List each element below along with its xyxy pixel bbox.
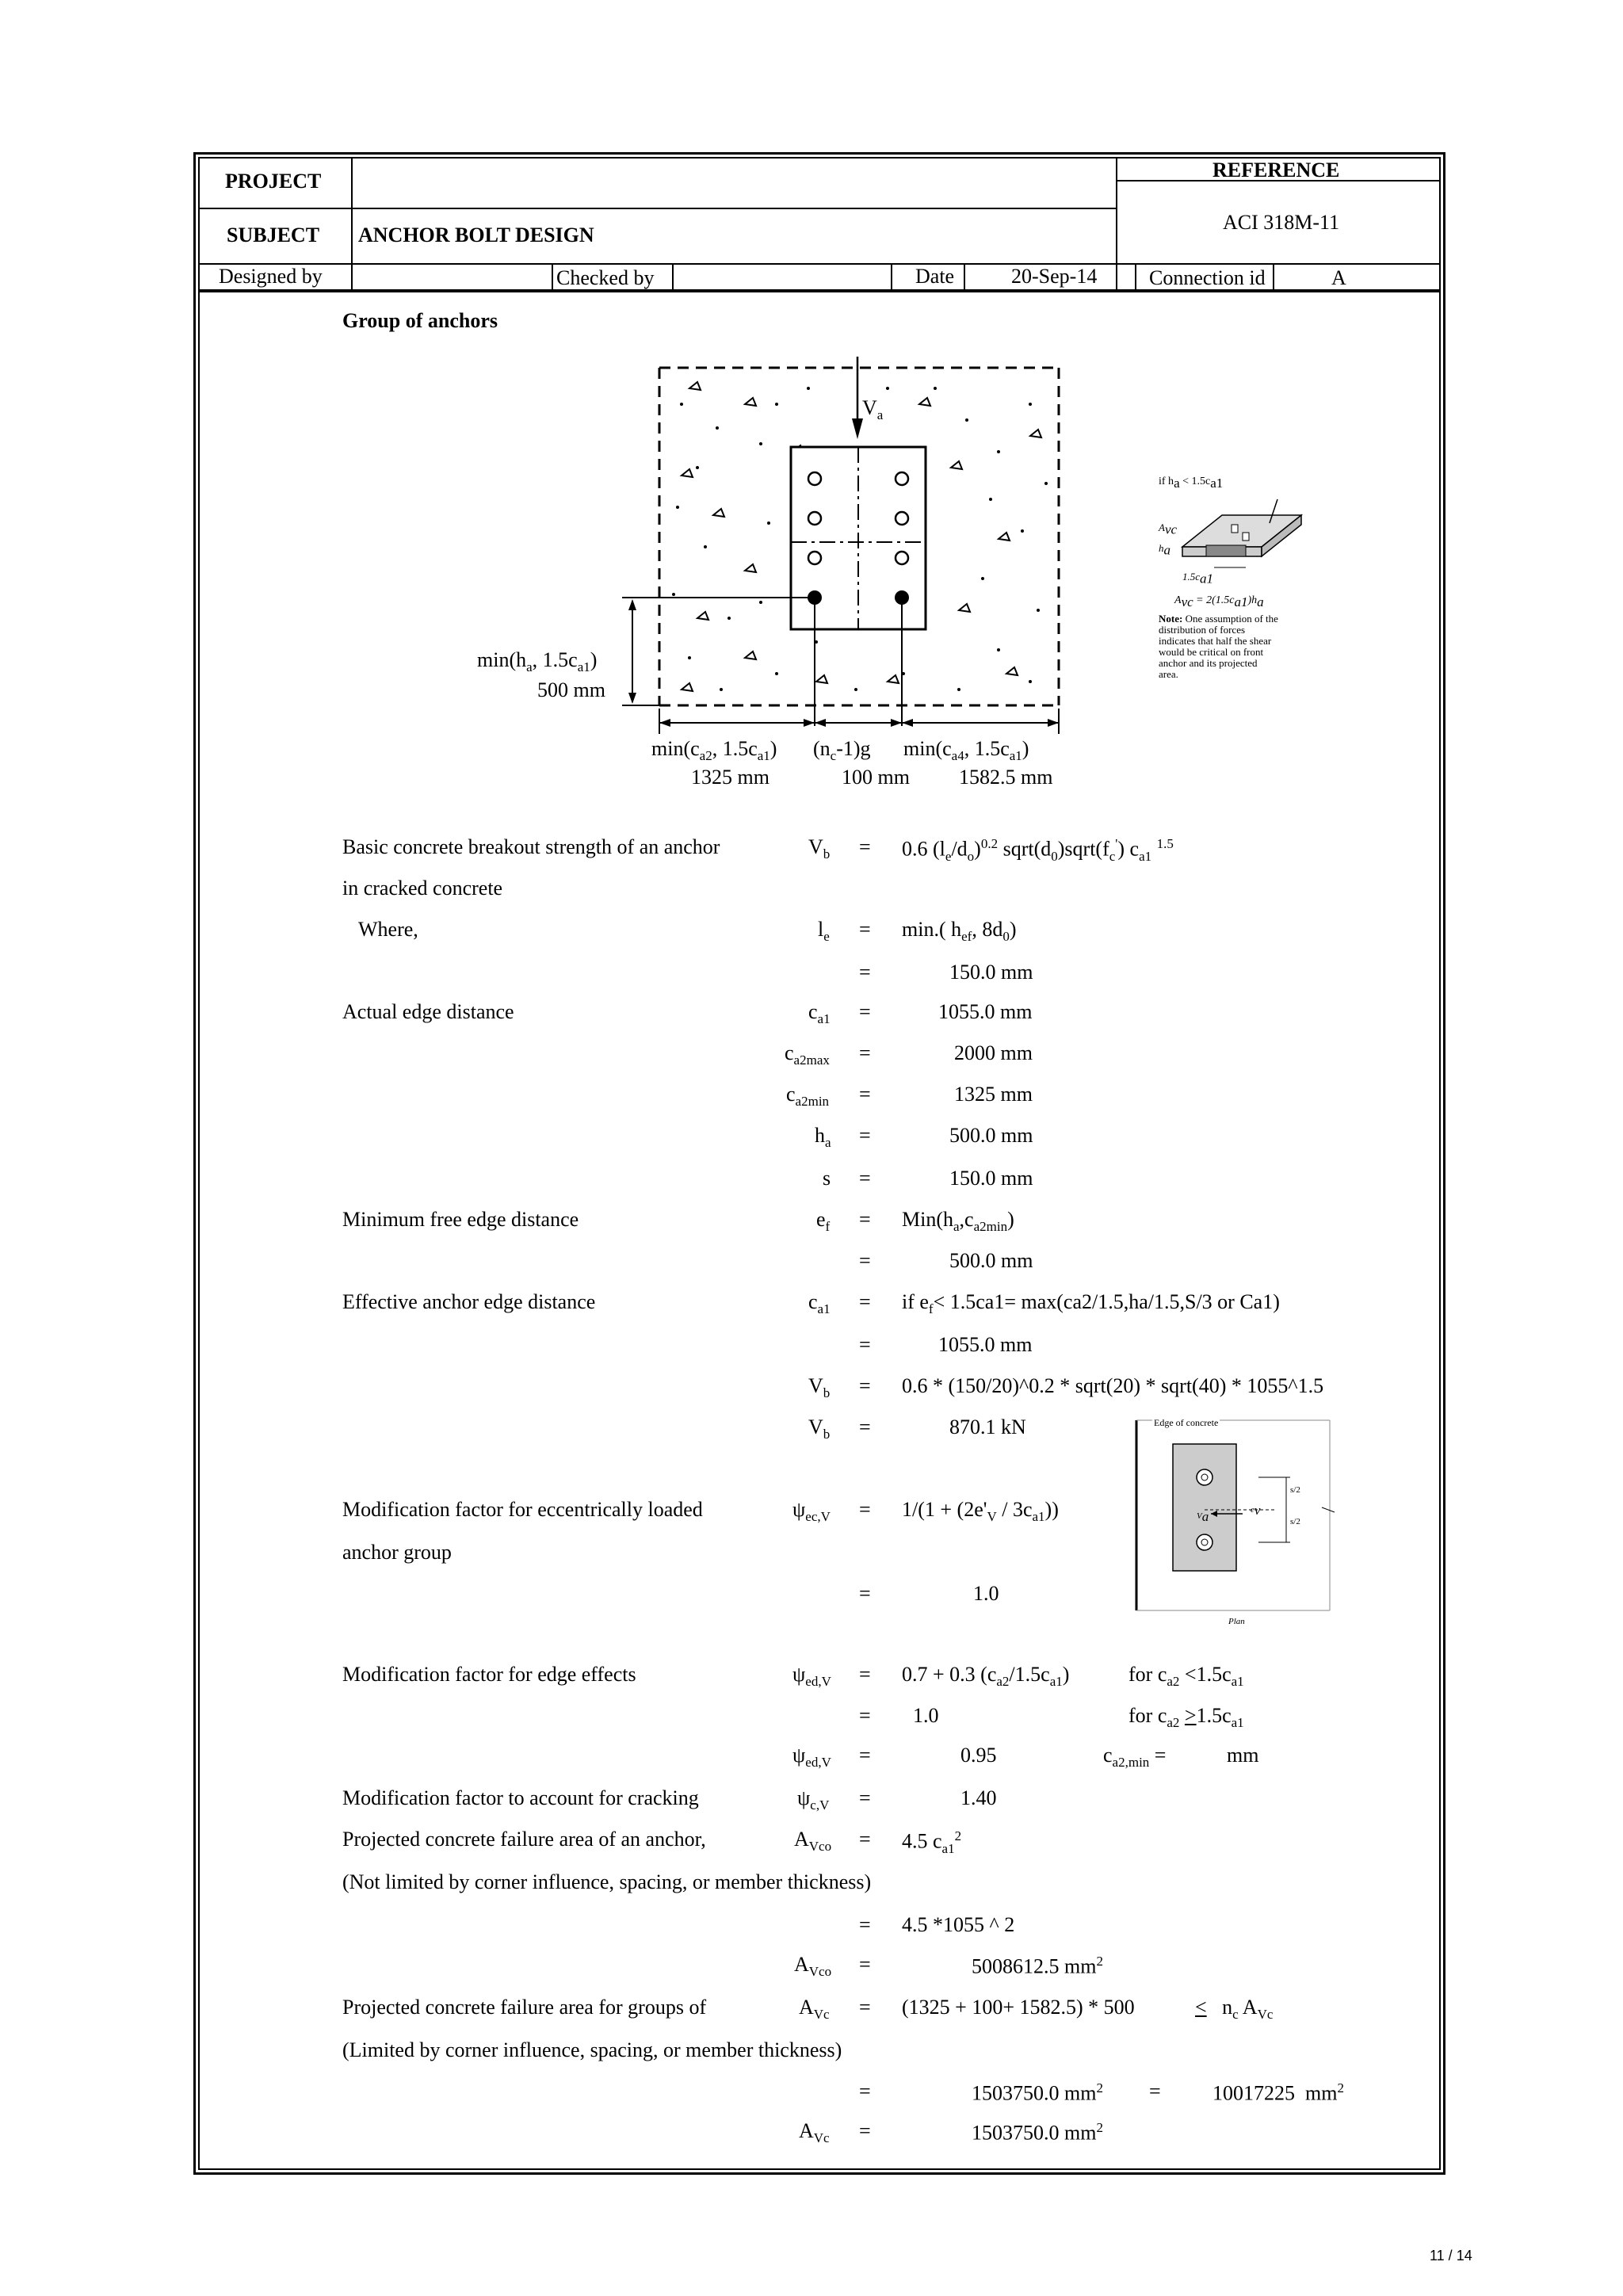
designed-by-label: Designed by [219,265,323,288]
vb-description-2: in cracked concrete [342,877,503,900]
equals-sign: = [859,1041,871,1064]
psi-c-symbol: $\psi_{c,V}$ [797,1786,830,1813]
page-number: 11 / 14 [1430,2248,1472,2264]
psi-ed-value: 0.95 [960,1744,997,1767]
ha-value: 500.0 mm [949,1124,1033,1147]
psi-ec-value: 1.0 [973,1582,999,1605]
avc-limit: < $n_c$ $A_{Vc}$ [1195,1996,1274,2023]
shear-force-label: $V_a$ [862,396,884,423]
connection-id-value: A [1331,266,1346,289]
equals-sign: = [859,1415,871,1438]
psi-ec-description: Modification factor for eccentrically loaded [342,1498,703,1521]
equals-sign: = [859,1374,871,1397]
equals-sign: = [1149,2080,1161,2103]
psi-ed-symbol: $\psi_{ed,V}$ [792,1744,831,1771]
psi-ed-formula: 0.7 + 0.3 $(c_{a2}/1.5c_{a1})$ [902,1663,1070,1690]
ca2min-unit: mm [1227,1744,1259,1767]
ca1-effective-description: Effective anchor edge distance [342,1290,596,1313]
ref1-formula: $A_{vc} = 2(1.5c_{a1})h_a$ [1174,594,1264,609]
ref2-edge-label: Edge of concrete [1154,1417,1219,1428]
avc-formula: (1325 + 100+ 1582.5) * 500 [902,1996,1135,2019]
equals-sign: = [859,961,871,984]
equals-sign: = [859,1083,871,1106]
header-line [351,263,353,289]
ref2-s2-top: s/2 [1290,1485,1300,1495]
ca2max-value: 2000 mm [954,1041,1033,1064]
ca1-effective-formula: if $e_f< 1.5ca1= \max(ca2/1.5,ha/1.5,S/3$ or Ca1) [902,1290,1280,1317]
vb-symbol: $V_b$ [808,1374,831,1401]
dim-spacing-label: $(n_c-1)g$ [813,737,871,764]
vb-description: Basic concrete breakout strength of an anchor [342,835,720,858]
height-dim-value: 500 mm [537,678,605,701]
dim-spacing-value: 100 mm [842,766,910,789]
ref2-plan-label: Plan [1228,1617,1245,1626]
section-title: Group of anchors [342,309,498,332]
avco-calculation: 4.5 *1055 ^ 2 [902,1913,1015,1936]
equals-sign: = [859,1333,871,1356]
ca2max-symbol: $c_{a2max}$ [785,1041,830,1068]
psi-ed-condition-1: for $c_{a2} <1.5c_{a1}$ [1128,1663,1244,1690]
le-value: 150.0 mm [949,961,1033,984]
psi-ec-formula: $1/(1 + (2e'_V / 3c_{a1}))$ [902,1498,1059,1525]
date-value: 20-Sep-14 [1011,265,1098,288]
ref1-ha-label: $h_a$ [1159,542,1170,558]
psi-ed-condition-2: for $c_{a2} >1.5c_{a1}$ [1128,1704,1244,1731]
equals-sign: = [859,2119,871,2142]
vb-symbol: $V_b$ [808,1415,831,1442]
ha-symbol: $h_a$ [815,1124,831,1151]
ef-symbol: $e_f$ [816,1208,831,1235]
vb-symbol: $V_b$ [808,835,831,862]
psi-ed-alt-value: 1.0 [913,1704,939,1727]
header-line [672,263,674,289]
ref2-s2-bottom: s/2 [1290,1517,1300,1526]
ref1-avc-label: $A_{vc}$ [1159,521,1178,537]
header-line [891,263,892,289]
psi-ed-description: Modification factor for edge effects [342,1663,636,1686]
subject-value: ANCHOR BOLT DESIGN [358,223,594,246]
reference-figure-eccentric [1132,1412,1338,1642]
equals-sign: = [859,1124,871,1147]
avc-symbol: $A_{Vc}$ [799,1996,830,2023]
s-symbol: s [823,1167,831,1190]
ref1-slab-sketch [1167,491,1309,579]
ref1-title: if $h_a < 1.5c_{a1}$ [1159,476,1224,491]
ef-formula: $Min(h_a,c_{a2min})$ [902,1208,1014,1235]
subject-label: SUBJECT [227,223,320,246]
reference-value: ACI 318M-11 [1223,211,1340,234]
ca1-effective-symbol: $c_{a1}$ [808,1290,831,1317]
psi-ec-description-2: anchor group [342,1541,452,1564]
ref2-plan-sketch [1132,1412,1338,1634]
project-label: PROJECT [225,170,322,193]
avco-formula: 4.5 $c_{a1}^2$ [902,1828,962,1856]
psi-c-description: Modification factor to account for cracking [342,1786,699,1809]
equals-sign: = [859,1913,871,1936]
avco-symbol: $A_{Vco}$ [794,1828,832,1855]
ca1-effective-value: 1055.0 mm [938,1333,1033,1356]
ref2-e-label: $e_v$ [1251,1503,1261,1518]
equals-sign: = [859,1704,871,1727]
avc-note: (Limited by corner influence, spacing, or member thickness) [342,2038,842,2061]
reference-label: REFERENCE [1212,159,1340,181]
avco-description: Projected concrete failure area of an anchor, [342,1828,706,1851]
anchor-group-diagram [444,357,1078,785]
le-symbol: $l_e$ [818,918,830,945]
vb-formula: 0.6 $(l_e/d_o)^{0.2}$ $sqrt(d_0)sqrt(f_c')$ $c_{a1}$ $^{1.5}$ [902,836,1174,864]
avco-symbol: $A_{Vco}$ [794,1953,832,1980]
equals-sign: = [859,918,871,941]
ref1-dim-label: $1.5c_{a1}$ [1182,571,1214,586]
equals-sign: = [859,835,871,858]
header-line [198,208,1116,209]
avc-description: Projected concrete failure area for groups of [342,1996,707,2019]
vb-calculation: 0.6 * (150/20)^0.2 * sqrt(20) * sqrt(40) * 1055^1.5 [902,1374,1324,1397]
equals-sign: = [859,1290,871,1313]
header-line [552,263,553,289]
equals-sign: = [859,1000,871,1023]
ca2min-ref: $c_{a2,min}$ = [1103,1744,1167,1771]
header-line [198,263,1441,265]
equals-sign: = [859,1828,871,1851]
equals-sign: = [859,1663,871,1686]
ca1-description: Actual edge distance [342,1000,514,1023]
psi-ec-symbol: $\psi_{ec,V}$ [792,1498,831,1525]
header-line [1116,157,1117,289]
equals-sign: = [859,1786,871,1809]
ref1-note: Note: One assumption of the distribution of forces indicates that half the shear would be critical on front anchor and its projected area. [1159,613,1278,680]
avco-note: (Not limited by corner influence, spacing, or member thickness) [342,1870,872,1893]
equals-sign: = [859,1498,871,1521]
header-line [964,263,965,289]
equals-sign: = [859,1167,871,1190]
avco-value: 5008612.5 $mm^2$ [972,1954,1103,1978]
avc-limit-value: 10017225 $mm^2$ [1212,2080,1344,2105]
dim-ca4-value: 1582.5 mm [959,766,1053,789]
equals-sign: = [859,1996,871,2019]
vb-value: 870.1 kN [949,1415,1026,1438]
reference-figure-projected-area [1159,476,1365,705]
equals-sign: = [859,1953,871,1976]
avc-calc-value: 1503750.0 $mm^2$ [972,2080,1103,2105]
equals-sign: = [859,1582,871,1605]
s-value: 150.0 mm [949,1167,1033,1190]
dim-ca2-value: 1325 mm [691,766,769,789]
checked-by-label: Checked by [556,266,655,289]
height-dim-label: $\min(h_a$, $1.5c_{a1}$) [477,648,598,675]
ef-description: Minimum free edge distance [342,1208,579,1231]
equals-sign: = [859,1249,871,1272]
connection-id-label: Connection id [1149,266,1266,289]
ca1-value: 1055.0 mm [938,1000,1033,1023]
equals-sign: = [859,1744,871,1767]
equals-sign: = [859,1208,871,1231]
header-line [351,157,353,263]
psi-c-value: 1.40 [960,1786,997,1809]
ca2min-value: 1325 mm [954,1083,1033,1106]
ref2-v-label: $V_a$ [1197,1509,1209,1524]
header-line [1273,263,1274,289]
dim-ca4-label: $\min(c_{a4}$, $1.5c_{a1}$) [903,737,1029,764]
avc-symbol: $A_{Vc}$ [799,2119,830,2146]
dim-ca2-label: $\min(c_{a2}$, $1.5c_{a1}$) [651,737,777,764]
header-line [1135,263,1136,289]
date-label: Date [915,265,955,288]
ef-value: 500.0 mm [949,1249,1033,1272]
le-formula: min.( $h_{ef}$, $8d_0$) [902,918,1017,945]
ca2min-symbol: $c_{a2min}$ [786,1083,830,1110]
ca1-symbol: $c_{a1}$ [808,1000,831,1027]
avc-value: 1503750.0 $mm^2$ [972,2120,1103,2145]
psi-ed-symbol: $\psi_{ed,V}$ [792,1663,831,1690]
where-label: Where, [358,918,418,941]
equals-sign: = [859,2080,871,2103]
